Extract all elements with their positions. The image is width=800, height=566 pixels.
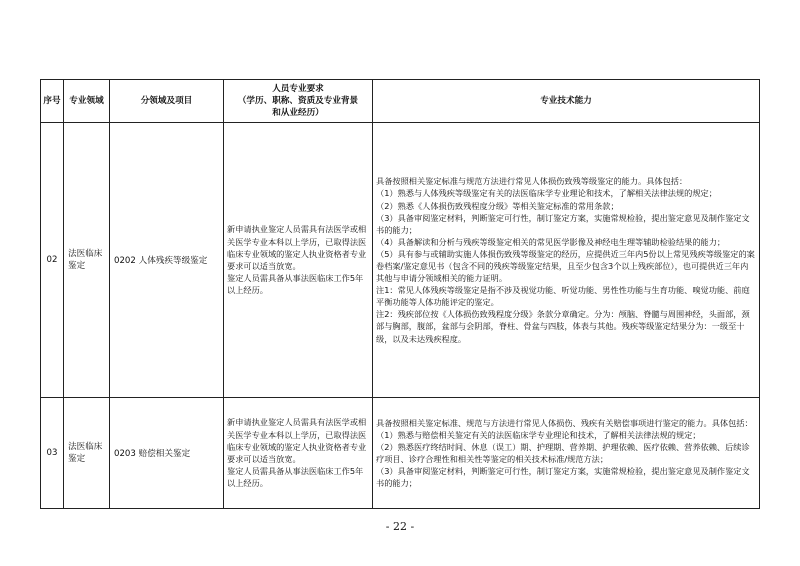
page-number: - 22 - xyxy=(385,520,415,533)
ability-text: （5）具有参与或辅助实施人体损伤致残等级鉴定的经历，应提供近三年内5份以上常见残疾等级鉴定的案卷档案/鉴定意见书（包含不同的残疾等级鉴定结果，且至少包含3个以上残疾部位），也可提供近三年内其他与申请分领域相关的能力证明。 xyxy=(376,248,755,284)
ability-text: （3）具备审阅鉴定材料，判断鉴定可行性，制订鉴定方案，实施常规检验，提出鉴定意见及制作鉴定文书的能力； xyxy=(376,212,750,235)
header-ability: 专业技术能力 xyxy=(373,80,760,123)
header-req-line3: 和从业经历） xyxy=(272,108,324,118)
requirements-cell xyxy=(224,398,373,509)
header-requirements xyxy=(224,80,373,123)
subfield-cell: 0202 人体残疾等级鉴定 xyxy=(110,123,224,398)
ability-cell xyxy=(373,398,760,509)
ability-text: 具备按照相关鉴定标准与规范方法进行常见人体损伤致残等级鉴定的能力。具体包括： xyxy=(376,176,688,187)
requirement-text: 鉴定人员需具备从事法医临床工作5年以上经历。 xyxy=(227,273,364,296)
table-row xyxy=(41,398,760,509)
subfield-cell: 0203 赔偿相关鉴定 xyxy=(110,398,224,509)
requirement-text: 鉴定人员需具备从事法医临床工作5年以上经历。 xyxy=(227,466,364,489)
header-field: 专业领域 xyxy=(64,80,110,123)
ability-cell xyxy=(373,123,760,398)
requirements-cell xyxy=(224,123,373,398)
header-no: 序号 xyxy=(41,80,64,123)
ability-text: （4）具备解读和分析与残疾等级鉴定相关的常见医学影像及神经电生理等辅助检验结果的能力； xyxy=(376,236,726,247)
row-number: 03 xyxy=(41,398,64,509)
ability-text: （1）熟悉与人体残疾等级鉴定有关的法医临床学专业理论和技术，了解相关法律法规的规定； xyxy=(376,188,717,199)
header-req-line2: （学历、职称、资质及专业背景 xyxy=(237,96,359,106)
ability-text: （3）具备审阅鉴定材料，判断鉴定可行性，制订鉴定方案，实施常规检验，提出鉴定意见及制作鉴定文书的能力； xyxy=(376,466,750,489)
table-header-row xyxy=(41,80,760,123)
requirement-text: 新申请执业鉴定人员需具有法医学或相关医学专业本科以上学历，已取得法医临床专业领域的鉴定人执业资格者专业要求可以适当放宽。 xyxy=(227,224,367,271)
ability-text: （1）熟悉与赔偿相关鉴定有关的法医临床学专业理论和技术，了解相关法律法规的规定； xyxy=(376,429,701,440)
ability-note: 注2：残疾部位按《人体损伤致残程度分级》条款分章确定。分为：颅脑、脊髓与周围神经，头面部，颈部与胸部，腹部，盆部与会阴部，脊柱、骨盆与四肢，体表与其他。残疾等级鉴定结果分为：一级至十级，以及未达残疾程度。 xyxy=(376,309,750,344)
field-cell: 法医临床鉴定 xyxy=(64,398,110,509)
ability-text: （2）熟悉医疗终结时间、休息（误工）期、护理期、营养期、护理依赖、医疗依赖、营养依赖、后续诊疗项目、诊疗合理性和相关性等鉴定的相关技术标准/规范方法； xyxy=(376,441,750,464)
requirement-text: 新申请执业鉴定人员需具有法医学或相关医学专业本科以上学历，已取得法医临床专业领域的鉴定人执业资格者专业要求可以适当放宽。 xyxy=(227,417,367,464)
ability-text: （2）熟悉《人体损伤致残程度分级》等相关鉴定标准的常用条款； xyxy=(376,200,619,211)
header-req-line1: 人员专业要求 xyxy=(272,84,324,94)
row-number: 02 xyxy=(41,123,64,398)
field-cell: 法医临床鉴定 xyxy=(64,123,110,398)
header-subfield: 分领域及项目 xyxy=(110,80,224,123)
table-row xyxy=(41,123,760,398)
ability-note: 注1：常见人体残疾等级鉴定是指不涉及视觉功能、听觉功能、男性性功能与生育功能、嗅觉功能、前庭平衡功能等人体功能评定的鉴定。 xyxy=(376,285,750,308)
ability-text: 具备按照相关鉴定标准、规范与方法进行常见人体损伤、残疾有关赔偿事项进行鉴定的能力。具体包括： xyxy=(376,417,753,428)
qualification-table xyxy=(40,79,760,509)
